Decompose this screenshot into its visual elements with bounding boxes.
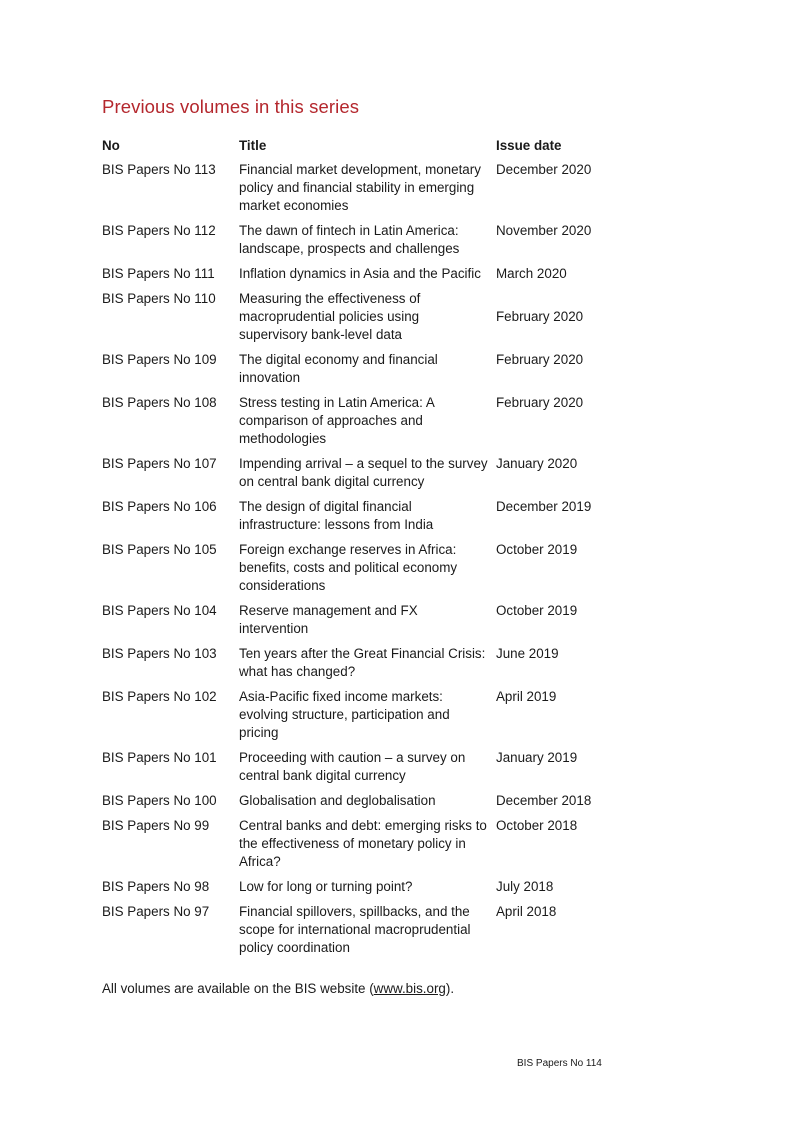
volume-date: October 2018 <box>496 818 578 833</box>
table-row <box>102 541 602 602</box>
table-row <box>102 792 602 817</box>
header-no: No <box>102 138 120 153</box>
volume-title: The digital economy and financial innovation <box>239 352 438 385</box>
volume-title: The design of digital financial infrastructure: lessons from India <box>239 499 434 532</box>
table-row <box>102 878 602 903</box>
table-row <box>102 498 602 541</box>
volumes-table <box>102 137 602 964</box>
volume-date: March 2020 <box>496 266 567 281</box>
volume-date: July 2018 <box>496 879 554 894</box>
volume-no: BIS Papers No 98 <box>102 879 210 894</box>
volume-date: April 2018 <box>496 904 557 919</box>
volume-date: June 2019 <box>496 646 559 661</box>
volume-title: Financial spillovers, spillbacks, and the scope for international macroprudential policy coordination <box>239 904 471 955</box>
volume-date: February 2020 <box>496 309 584 324</box>
volume-date: November 2020 <box>496 223 592 238</box>
table-row <box>102 394 602 455</box>
volume-date: December 2020 <box>496 162 592 177</box>
volume-title: Globalisation and deglobalisation <box>239 793 436 808</box>
volume-title: Impending arrival – a sequel to the survey on central bank digital currency <box>239 456 488 489</box>
table-row <box>102 290 602 351</box>
volume-date: February 2020 <box>496 352 584 367</box>
header-title: Title <box>239 138 267 153</box>
volume-date: October 2019 <box>496 542 578 557</box>
page-footer: BIS Papers No 114 <box>517 1058 602 1069</box>
volume-no: BIS Papers No 109 <box>102 352 217 367</box>
section-title: Previous volumes in this series <box>102 96 360 117</box>
table-row <box>102 749 602 792</box>
volume-no: BIS Papers No 106 <box>102 499 217 514</box>
table-row <box>102 455 602 498</box>
volume-no: BIS Papers No 103 <box>102 646 217 661</box>
volume-title: Foreign exchange reserves in Africa: benefits, costs and political economy considerations <box>239 542 458 593</box>
volume-no: BIS Papers No 104 <box>102 603 217 618</box>
volume-no: BIS Papers No 99 <box>102 818 210 833</box>
volume-title: Inflation dynamics in Asia and the Pacific <box>239 266 481 281</box>
volume-no: BIS Papers No 100 <box>102 793 217 808</box>
volume-date: October 2019 <box>496 603 578 618</box>
volume-title: Low for long or turning point? <box>239 879 413 894</box>
volume-no: BIS Papers No 97 <box>102 904 210 919</box>
volume-date: December 2019 <box>496 499 592 514</box>
header-issue-date: Issue date <box>496 138 562 153</box>
table-row <box>102 903 602 964</box>
volume-title: Asia-Pacific fixed income markets: evolving structure, participation and pricing <box>239 689 450 740</box>
table-row <box>102 602 602 645</box>
availability-note-text-before: All volumes are available on the BIS website ( <box>102 981 374 996</box>
volume-title: Stress testing in Latin America: A comparison of approaches and methodologies <box>239 395 435 446</box>
volume-no: BIS Papers No 111 <box>102 266 215 281</box>
volume-no: BIS Papers No 108 <box>102 395 217 410</box>
table-row <box>102 351 602 394</box>
volume-no: BIS Papers No 102 <box>102 689 217 704</box>
table-header-row <box>102 137 602 161</box>
availability-note <box>102 980 454 998</box>
table-row <box>102 688 602 749</box>
volume-no: BIS Papers No 112 <box>102 223 216 238</box>
volume-no: BIS Papers No 113 <box>102 162 216 177</box>
volume-date: April 2019 <box>496 689 557 704</box>
volume-no: BIS Papers No 105 <box>102 542 217 557</box>
availability-note-text-after: ). <box>445 981 455 996</box>
bis-website-link[interactable]: www.bis.org <box>373 981 446 996</box>
volume-date: January 2020 <box>496 456 578 471</box>
volume-title: Central banks and debt: emerging risks to the effectiveness of monetary policy in Africa? <box>239 818 487 869</box>
volume-title: Financial market development, monetary policy and financial stability in emerging market economies <box>239 162 481 213</box>
volume-title: Ten years after the Great Financial Crisis: what has changed? <box>239 646 486 679</box>
table-row <box>102 645 602 688</box>
table-row <box>102 265 602 290</box>
volume-title: Reserve management and FX intervention <box>239 603 418 636</box>
volume-title: Measuring the effectiveness of macroprudential policies using supervisory bank-level data <box>239 291 421 342</box>
volume-date: December 2018 <box>496 793 592 808</box>
volume-no: BIS Papers No 101 <box>102 750 217 765</box>
volume-no: BIS Papers No 110 <box>102 291 216 306</box>
table-row <box>102 817 602 878</box>
volume-title: The dawn of fintech in Latin America: landscape, prospects and challenges <box>239 223 460 256</box>
volume-date: February 2020 <box>496 395 584 410</box>
table-row <box>102 222 602 265</box>
volume-title: Proceeding with caution – a survey on central bank digital currency <box>239 750 466 783</box>
table-row <box>102 161 602 222</box>
volume-date: January 2019 <box>496 750 578 765</box>
volume-no: BIS Papers No 107 <box>102 456 217 471</box>
